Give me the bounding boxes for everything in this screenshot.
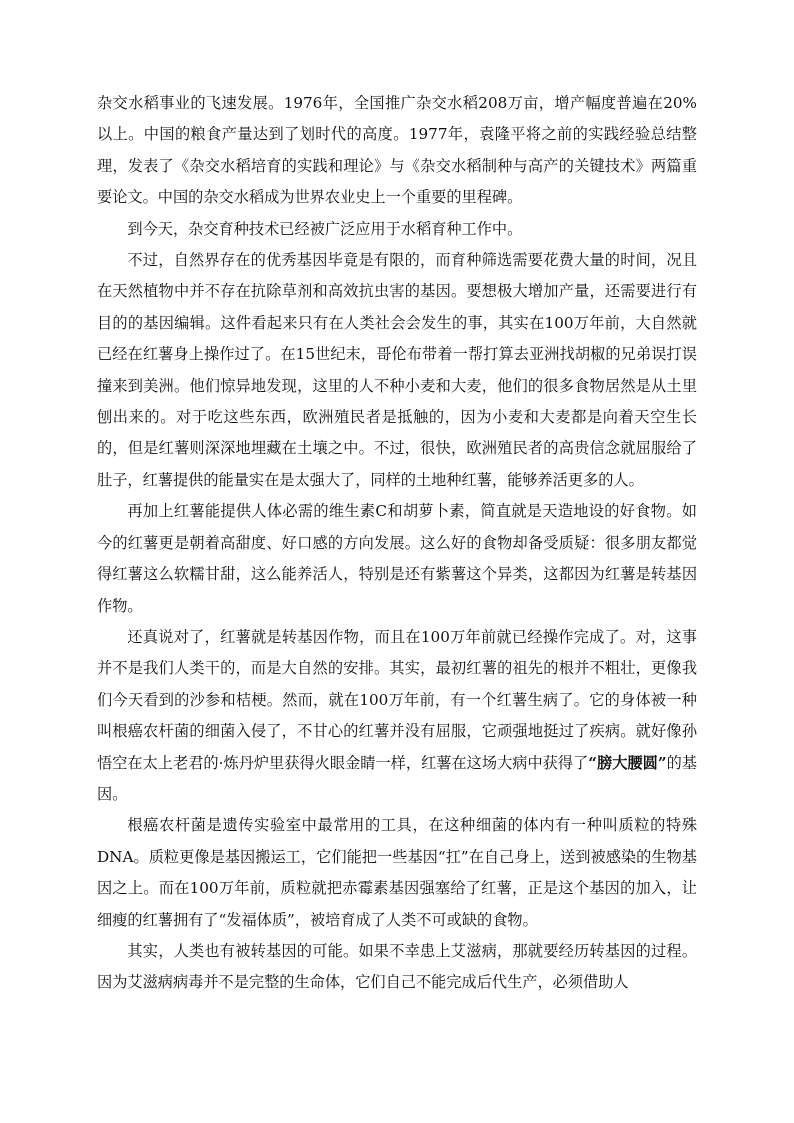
paragraph-5-text-after: 的基因。 [97,753,697,803]
paragraph-4: 再加上红薯能提供人体必需的维生素C和胡萝卜素，简直就是天造地设的好食物。如今的红薯更是朝着高甜度、好口感的方向发展。这么好的食物却备受质疑：很多朋友都觉得红薯这么软糯甘甜，这么能养活人，特别是还有紫薯这个异类，这都因为红薯是转基因作物。 [97,502,697,615]
paragraph-2: 到今天，杂交育种技术已经被广泛应用于水稻育种工作中。 [127,219,523,238]
document-page [97,88,697,999]
paragraph-5 [97,622,697,810]
paragraph-5-text-before: 还真说对了，红薯就是转基因作物，而且在100万年前就已经操作完成了。对，这事并不是我们人类干的，而是大自然的安排。其实，最初红薯的祖先的根并不粗壮，更像我们今天看到的沙参和桔梗。然而，就在100万年前，有一个红薯生病了。它的身体被一种叫根癌农杆菌的细菌入侵了，不甘心的红薯并没有屈服，它顽强地挺过了疾病。就好像孙悟空在太上老君的·炼丹炉里获得火眼金睛一样，红薯在这场大病中获得了 [97,627,697,772]
bold-phrase: “膀大腰圆” [588,753,667,772]
paragraph-7: 其实，人类也有被转基因的可能。如果不幸患上艾滋病，那就要经历转基因的过程。因为艾滋病病毒并不是完整的生命体，它们自己不能完成后代生产，必须借助人 [97,941,697,992]
paragraph-1: 杂交水稻事业的飞速发展。1976年，全国推广杂交水稻208万亩，增产幅度普遍在20%以上。中国的粮食产量达到了划时代的高度。1977年，袁隆平将之前的实践经验总结整理，发表了《杂交水稻培育的实践和理论》与《杂交水稻制种与高产的关键技术》两篇重要论文。中国的杂交水稻成为世界农业史上一个重要的里程碑。 [97,94,697,207]
paragraph-6: 根癌农杆菌是遗传实验室中最常用的工具，在这种细菌的体内有一种叫质粒的特殊DNA。质粒更像是基因搬运工，它们能把一些基因“扛”在自己身上，送到被感染的生物基因之上。而在100万年前，质粒就把赤霉素基因强塞给了红薯，正是这个基因的加入，让细瘦的红薯拥有了“发福体质”，被培育成了人类不可或缺的食物。 [97,816,697,929]
paragraph-3: 不过，自然界存在的优秀基因毕竟是有限的，而育种筛选需要花费大量的时间，况且在天然植物中并不存在抗除草剂和高效抗虫害的基因。要想极大增加产量，还需要进行有目的的基因编辑。这件看起来只有在人类社会会发生的事，其实在100万年前，大自然就已经在红薯身上操作过了。在15世纪末，哥伦布带着一帮打算去亚洲找胡椒的兄弟误打误撞来到美洲。他们惊异地发现，这里的人不种小麦和大麦，他们的很多食物居然是从土里刨出来的。对于吃这些东西，欧洲殖民者是抵触的，因为小麦和大麦都是向着天空生长的，但是红薯则深深地埋藏在土壤之中。不过，很快，欧洲殖民者的高贵信念就屈服给了肚子，红薯提供的能量实在是太强大了，同样的土地种红薯，能够养活更多的人。 [97,251,697,489]
